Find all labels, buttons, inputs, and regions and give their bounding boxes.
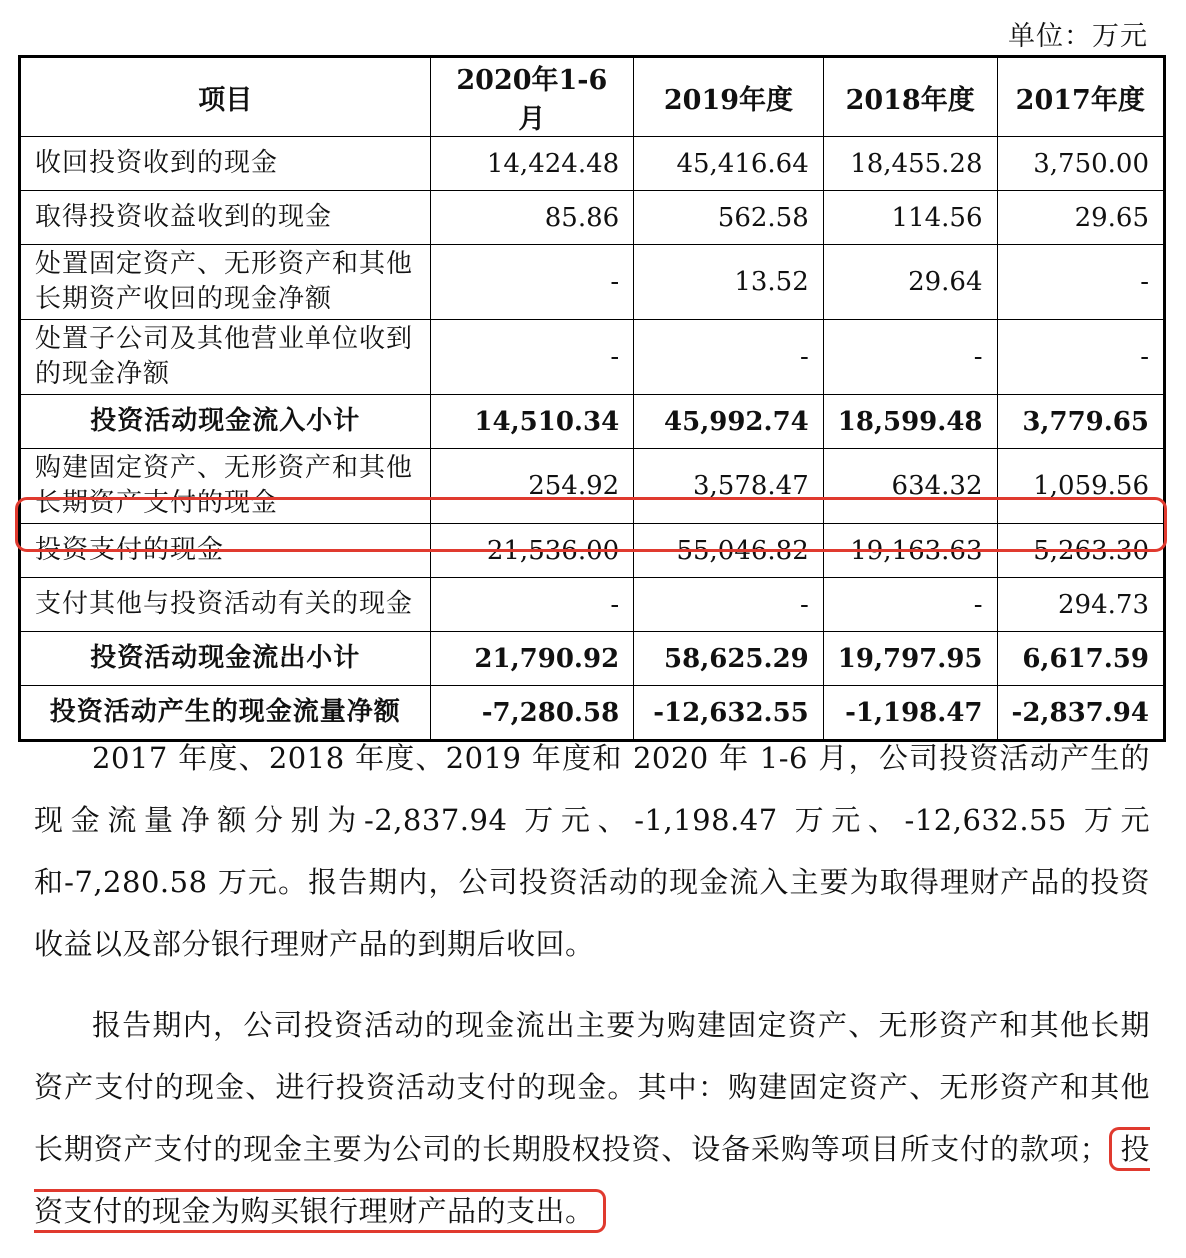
- header-item: 项目: [20, 57, 431, 137]
- table-row: [20, 137, 1165, 191]
- paragraph-net-cash-flow: 2017 年度、2018 年度、2019 年度和 2020 年 1-6 月，公司投资活动产生的现金流量净额分别为-2,837.94 万元、-1,198.47 万元、-12,632.55 万元和-7,280.58 万元。报告期内，公司投资活动的现金流入主要为取得理财产品的投资收益以及部分银行理财产品的到期后收回。: [34, 741, 1150, 961]
- paragraph-main-text: 报告期内，公司投资活动的现金流出主要为购建固定资产、无形资产和其他长期资产支付的现金、进行投资活动支付的现金。其中：购建固定资产、无形资产和其他长期资产支付的现金主要为公司的长期股权投资、设备采购等项目所支付的款项；: [34, 1008, 1150, 1166]
- cell-value: -: [430, 320, 634, 395]
- cell-value: -: [823, 578, 997, 632]
- cell-value: 18,455.28: [823, 137, 997, 191]
- cell-value: 114.56: [823, 191, 997, 245]
- row-label: 投资活动现金流入小计: [20, 395, 431, 449]
- cell-value: -: [634, 578, 824, 632]
- cell-value: -12,632.55: [634, 686, 824, 741]
- header-2019: 2019年度: [634, 57, 824, 137]
- cash-flow-table: [18, 55, 1166, 742]
- header-2017: 2017年度: [997, 57, 1164, 137]
- cell-value: 19,797.95: [823, 632, 997, 686]
- table-row: [20, 191, 1165, 245]
- cell-value: 85.86: [430, 191, 634, 245]
- table-row: [20, 320, 1165, 395]
- cell-value: 3,750.00: [997, 137, 1164, 191]
- cell-value: -: [997, 245, 1164, 320]
- table-header-row: [20, 57, 1165, 137]
- cell-value: 19,163.63: [823, 524, 997, 578]
- cell-value: 29.65: [997, 191, 1164, 245]
- cell-value: -: [430, 578, 634, 632]
- cell-value: 1,059.56: [997, 449, 1164, 524]
- row-label: 处置子公司及其他营业单位收到的现金净额: [20, 320, 431, 395]
- cell-value: 18,599.48: [823, 395, 997, 449]
- cell-value: 5,263.30: [997, 524, 1164, 578]
- header-2020h1: 2020年1-6月: [430, 57, 634, 137]
- row-label: 购建固定资产、无形资产和其他长期资产支付的现金: [20, 449, 431, 524]
- cell-value: -: [823, 320, 997, 395]
- row-label: 处置固定资产、无形资产和其他长期资产收回的现金净额: [20, 245, 431, 320]
- cell-value: 3,578.47: [634, 449, 824, 524]
- row-label: 支付其他与投资活动有关的现金: [20, 578, 431, 632]
- cell-value: 14,424.48: [430, 137, 634, 191]
- paragraph-cash-outflow: [34, 994, 1150, 1242]
- cell-value: 21,790.92: [430, 632, 634, 686]
- unit-label: 单位：万元: [1008, 21, 1148, 52]
- cell-value: 21,536.00: [430, 524, 634, 578]
- cell-value: 3,779.65: [997, 395, 1164, 449]
- subtotal-row: [20, 395, 1165, 449]
- cell-value: -: [997, 320, 1164, 395]
- row-highlight-box: [15, 497, 1167, 552]
- cell-value: -7,280.58: [430, 686, 634, 741]
- cell-value: -: [430, 245, 634, 320]
- cell-value: 634.32: [823, 449, 997, 524]
- row-label: 投资活动产生的现金流量净额: [20, 686, 431, 741]
- cell-value: 13.52: [634, 245, 824, 320]
- cell-value: 254.92: [430, 449, 634, 524]
- cell-value: 14,510.34: [430, 395, 634, 449]
- cell-value: 45,416.64: [634, 137, 824, 191]
- cell-value: 55,046.82: [634, 524, 824, 578]
- cell-value: -2,837.94: [997, 686, 1164, 741]
- row-label: 投资支付的现金: [20, 524, 431, 578]
- table-row: [20, 578, 1165, 632]
- cell-value: -1,198.47: [823, 686, 997, 741]
- header-2018: 2018年度: [823, 57, 997, 137]
- row-label: 收回投资收到的现金: [20, 137, 431, 191]
- cell-value: 294.73: [997, 578, 1164, 632]
- subtotal-row: [20, 632, 1165, 686]
- table-row: [20, 245, 1165, 320]
- cell-value: 45,992.74: [634, 395, 824, 449]
- cell-value: 58,625.29: [634, 632, 824, 686]
- cell-value: 29.64: [823, 245, 997, 320]
- cell-value: 562.58: [634, 191, 824, 245]
- cell-value: 6,617.59: [997, 632, 1164, 686]
- highlighted-sentence: 投资支付的现金为购买银行理财产品的支出。: [34, 1127, 1150, 1233]
- cell-value: -: [634, 320, 824, 395]
- row-label: 取得投资收益收到的现金: [20, 191, 431, 245]
- row-label: 投资活动现金流出小计: [20, 632, 431, 686]
